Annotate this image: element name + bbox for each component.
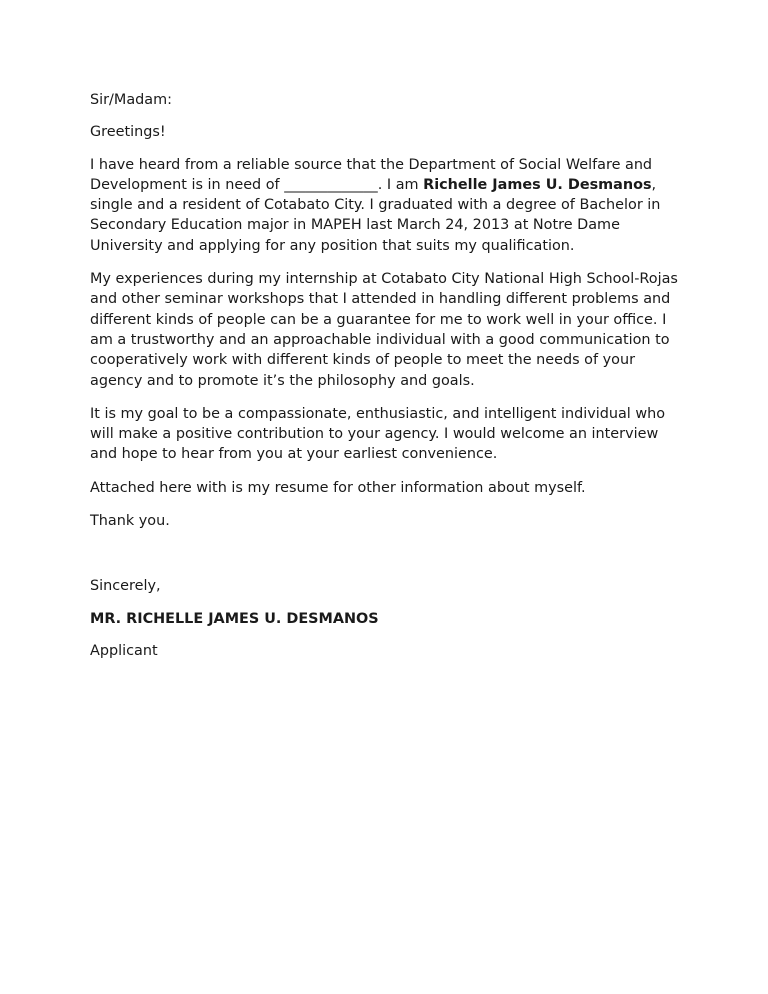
greeting: Greetings! — [90, 124, 166, 141]
intro-text-end: , single and a resident of Cotabato City. I graduated with a degree of Bachelor in Secondary Education major in MAPEH last March 24, 2013 at Notre Dame University and applying for any position that suits my qualification. — [90, 176, 661, 254]
intro-text-start: I have heard from a reliable source that the Department of Social Welfare and Development is in need of _____________. I am — [90, 156, 653, 193]
signature-name: MR. RICHELLE JAMES U. DESMANOS — [90, 610, 379, 627]
paragraph-attachment: Attached here with is my resume for other information about myself. — [90, 479, 586, 496]
salutation: Sir/Madam: — [90, 92, 172, 108]
thank-you: Thank you. — [90, 513, 170, 530]
letter-body — [90, 90, 680, 661]
paragraph-intro — [90, 155, 680, 256]
signature-title: Applicant — [90, 642, 158, 659]
paragraph-experience: My experiences during my internship at Cotabato City National High School-Rojas and other seminar workshops that I attended in handling different problems and different kinds of people can be a guarantee for me to work well in your office. I am a trustworthy and an approachable individual with a good communication to cooperatively work with different kinds of people to meet the needs of your agency and to promote it’s the philosophy and goals. — [90, 271, 678, 389]
closing: Sincerely, — [90, 578, 161, 595]
applicant-name-inline: Richelle James U. Desmanos — [423, 176, 652, 193]
paragraph-goal: It is my goal to be a compassionate, enthusiastic, and intelligent individual who will make a positive contribution to your agency. I would welcome an interview and hope to hear from you at your earliest convenience. — [90, 405, 666, 463]
